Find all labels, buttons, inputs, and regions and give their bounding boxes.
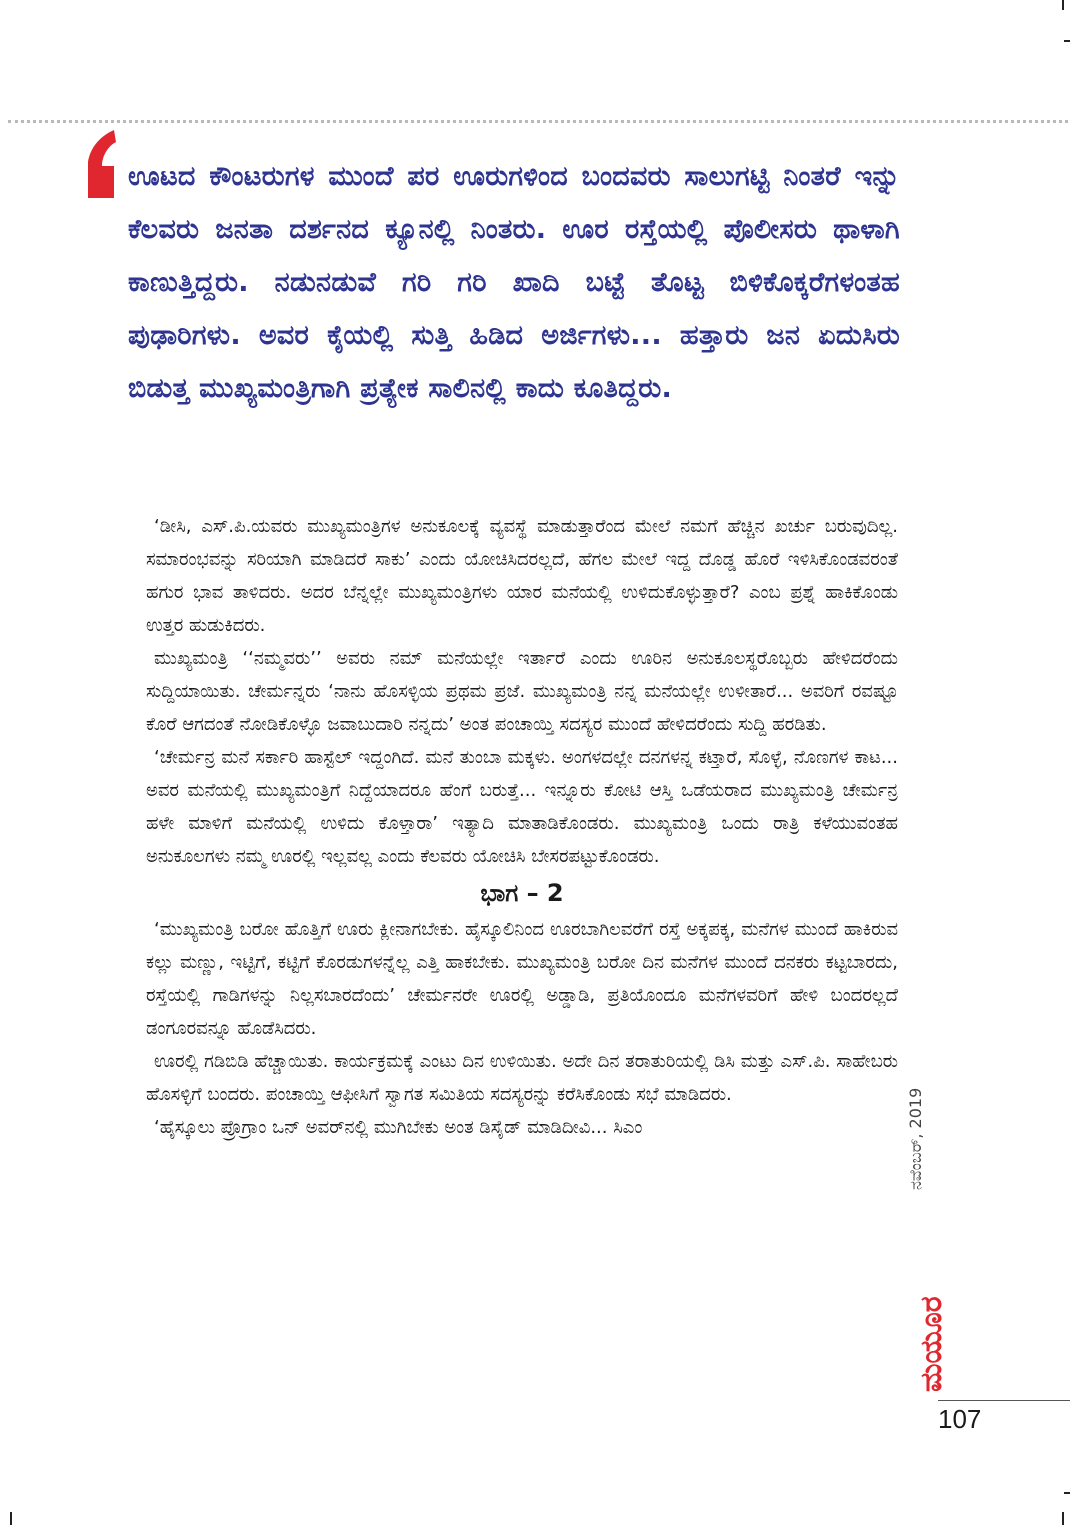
- crop-mark: [1062, 1512, 1064, 1525]
- folio-rule: [938, 1400, 1070, 1401]
- body-paragraph: ‘ಚೇರ್ಮನ್ರ ಮನೆ ಸರ್ಕಾರಿ ಹಾಸ್ಟೆಲ್ ಇದ್ದಂಗಿದೆ. ಮನೆ ತುಂಬಾ ಮಕ್ಕಳು. ಅಂಗಳದಲ್ಲೇ ದನಗಳನ್ನ ಕಟ್ತಾರೆ, ಸೊಳ್ಳೆ, ನೊಣಗಳ ಕಾಟ... ಅವರ ಮನೆಯಲ್ಲಿ ಮುಖ್ಯಮಂತ್ರಿಗೆ ನಿದ್ದೆಯಾದರೂ ಹೆಂಗೆ ಬರುತ್ತೆ... ಇನ್ನೂರು ಕೋಟಿ ಆಸ್ತಿ ಒಡೆಯರಾದ ಮುಖ್ಯಮಂತ್ರಿ ಚೇರ್ಮನ್ರ ಹಳೇ ಮಾಳಿಗೆ ಮನೆಯಲ್ಲಿ ಉಳಿದು ಕೊಳ್ತಾರಾ’ ಇತ್ಯಾದಿ ಮಾತಾಡಿಕೊಂಡರು. ಮುಖ್ಯಮಂತ್ರಿ ಒಂದು ರಾತ್ರಿ ಕಳೆಯುವಂತಹ ಅನುಕೂಲಗಳು ನಮ್ಮ ಊರಲ್ಲಿ ಇಲ್ಲವಲ್ಲ ಎಂದು ಕೆಲವರು ಯೋಚಿಸಿ ಬೇಸರಪಟ್ಟುಕೊಂಡರು.: [146, 747, 898, 867]
- dotted-separator: [8, 120, 1068, 123]
- body-paragraph: ಮುಖ್ಯಮಂತ್ರಿ ‘‘ನಮ್ಮವರು’’ ಅವರು ನಮ್ ಮನೆಯಲ್ಲೇ ಇರ್ತಾರೆ ಎಂದು ಊರಿನ ಅನುಕೂಲಸ್ಥರೊಬ್ಬರು ಹೇಳಿದರೆಂದು ಸುದ್ದಿಯಾಯಿತು. ಚೇರ್ಮನ್ನರು ‘ನಾನು ಹೊಸಳ್ಳಿಯ ಪ್ರಥಮ ಪ್ರಜೆ. ಮುಖ್ಯಮಂತ್ರಿ ನನ್ನ ಮನೆಯಲ್ಲೇ ಉಳೀತಾರೆ... ಅವರಿಗೆ ರವಷ್ಟೂ ಕೊರೆ ಆಗದಂತೆ ನೋಡಿಕೊಳ್ಳೊ ಜವಾಬುದಾರಿ ನನ್ನದು’ ಅಂತ ಪಂಚಾಯ್ತಿ ಸದಸ್ಯರ ಮುಂದೆ ಹೇಳಿದರೆಂದು ಸುದ್ದಿ ಹರಡಿತು.: [146, 648, 898, 735]
- page-number: 107: [938, 1404, 982, 1434]
- crop-mark: [1064, 40, 1070, 42]
- body-paragraph: ‘ಡೀಸಿ, ಎಸ್.ಪಿ.ಯವರು ಮುಖ್ಯಮಂತ್ರಿಗಳ ಅನುಕೂಲಕ್ಕೆ ವ್ಯವಸ್ಥೆ ಮಾಡುತ್ತಾರೆಂದ ಮೇಲೆ ನಮಗೆ ಹೆಚ್ಚಿನ ಖರ್ಚು ಬರುವುದಿಲ್ಲ. ಸಮಾರಂಭವನ್ನು ಸರಿಯಾಗಿ ಮಾಡಿದರೆ ಸಾಕು’ ಎಂದು ಯೋಚಿಸಿದರಲ್ಲದೆ, ಹೆಗಲ ಮೇಲೆ ಇದ್ದ ದೊಡ್ಡ ಹೊರೆ ಇಳಿಸಿಕೊಂಡವರಂತೆ ಹಗುರ ಭಾವ ತಾಳಿದರು. ಅದರ ಬೆನ್ನಲ್ಲೇ ಮುಖ್ಯಮಂತ್ರಿಗಳು ಯಾರ ಮನೆಯಲ್ಲಿ ಉಳಿದುಕೊಳ್ಳುತ್ತಾರೆ? ಎಂಬ ಪ್ರಶ್ನೆ ಹಾಕಿಕೊಂಡು ಉತ್ತರ ಹುಡುಕಿದರು.: [146, 516, 898, 636]
- crop-mark: [1062, 0, 1064, 10]
- body-paragraph: ಊರಲ್ಲಿ ಗಡಿಬಿಡಿ ಹೆಚ್ಚಾಯಿತು. ಕಾರ್ಯಕ್ರಮಕ್ಕೆ ಎಂಟು ದಿನ ಉಳಿಯಿತು. ಅದೇ ದಿನ ತರಾತುರಿಯಲ್ಲಿ ಡಿಸಿ ಮತ್ತು ಎಸ್.ಪಿ. ಸಾಹೇಬರು ಹೊಸಳ್ಳಿಗೆ ಬಂದರು. ಪಂಚಾಯ್ತಿ ಆಫೀಸಿಗೆ ಸ್ವಾಗತ ಸಮಿತಿಯ ಸದಸ್ಯರನ್ನು ಕರೆಸಿಕೊಂಡು ಸಭೆ ಮಾಡಿದರು.: [146, 1051, 898, 1105]
- crop-mark: [10, 1512, 12, 1525]
- issue-date: ನವೆಂಬರ್, 2019: [906, 1087, 925, 1190]
- quote-mark-icon: [80, 128, 118, 200]
- pull-quote-text: ಊಟದ ಕೌಂಟರುಗಳ ಮುಂದೆ ಪರ ಊರುಗಳಿಂದ ಬಂದವರು ಸಾಲುಗಟ್ಟಿ ನಿಂತರೆ ಇನ್ನು ಕೆಲವರು ಜನತಾ ದರ್ಶನದ ಕ್ಯೂನಲ್ಲಿ ನಿಂತರು. ಊರ ರಸ್ತೆಯಲ್ಲಿ ಪೊಲೀಸರು ಥಾಳಾಗಿ ಕಾಣುತ್ತಿದ್ದರು. ನಡುನಡುವೆ ಗರಿ ಗರಿ ಖಾದಿ ಬಟ್ಟೆ ತೊಟ್ಟ ಬಿಳಿಕೊಕ್ಕರೆಗಳಂತಹ ಪುಢಾರಿಗಳು. ಅವರ ಕೈಯಲ್ಲಿ ಸುತ್ತಿ ಹಿಡಿದ ಅರ್ಜಿಗಳು... ಹತ್ತಾರು ಜನ ಏದುಸಿರು ಬಿಡುತ್ತ ಮುಖ್ಯಮಂತ್ರಿಗಾಗಿ ಪ್ರತ್ಯೇಕ ಸಾಲಿನಲ್ಲಿ ಕಾದು ಕೂತಿದ್ದರು.: [128, 161, 900, 404]
- pull-quote: [128, 150, 900, 415]
- magazine-logo: ಮಯೂರ: [914, 1296, 949, 1392]
- crop-mark: [1064, 1492, 1070, 1494]
- article-body: [146, 510, 898, 1144]
- body-paragraph: ‘ಮುಖ್ಯಮಂತ್ರಿ ಬರೋ ಹೊತ್ತಿಗೆ ಊರು ಕ್ಲೀನಾಗಬೇಕು. ಹೈಸ್ಕೂಲಿನಿಂದ ಊರಬಾಗಿಲವರೆಗೆ ರಸ್ತೆ ಅಕ್ಕಪಕ್ಕ, ಮನೆಗಳ ಮುಂದೆ ಹಾಕಿರುವ ಕಲ್ಲು ಮಣ್ಣು, ಇಟ್ಟಿಗೆ, ಕಟ್ಟಿಗೆ ಕೊರಡುಗಳನ್ನೆಲ್ಲ ಎತ್ತಿ ಹಾಕಬೇಕು. ಮುಖ್ಯಮಂತ್ರಿ ಬರೋ ದಿನ ಮನೆಗಳ ಮುಂದೆ ದನಕರು ಕಟ್ಟಬಾರದು, ರಸ್ತೆಯಲ್ಲಿ ಗಾಡಿಗಳನ್ನು ನಿಲ್ಲಸಬಾರದೆಂದು’ ಚೇರ್ಮನರೇ ಊರಲ್ಲಿ ಅಡ್ಡಾಡಿ, ಪ್ರತಿಯೊಂದೂ ಮನೆಗಳವರಿಗೆ ಹೇಳಿ ಬಂದರಲ್ಲದೆ ಡಂಗೂರವನ್ನೂ ಹೊಡೆಸಿದರು.: [146, 919, 898, 1039]
- section-heading: ಭಾಗ – 2: [480, 879, 564, 907]
- body-paragraph: ‘ಹೈಸ್ಕೂಲು ಪ್ರೊಗ್ರಾಂ ಒನ್ ಅವರ್‌ನಲ್ಲಿ ಮುಗಿಬೇಕು ಅಂತ ಡಿಸೈಡ್ ಮಾಡಿದೀವಿ... ಸಿಎಂ: [154, 1117, 643, 1138]
